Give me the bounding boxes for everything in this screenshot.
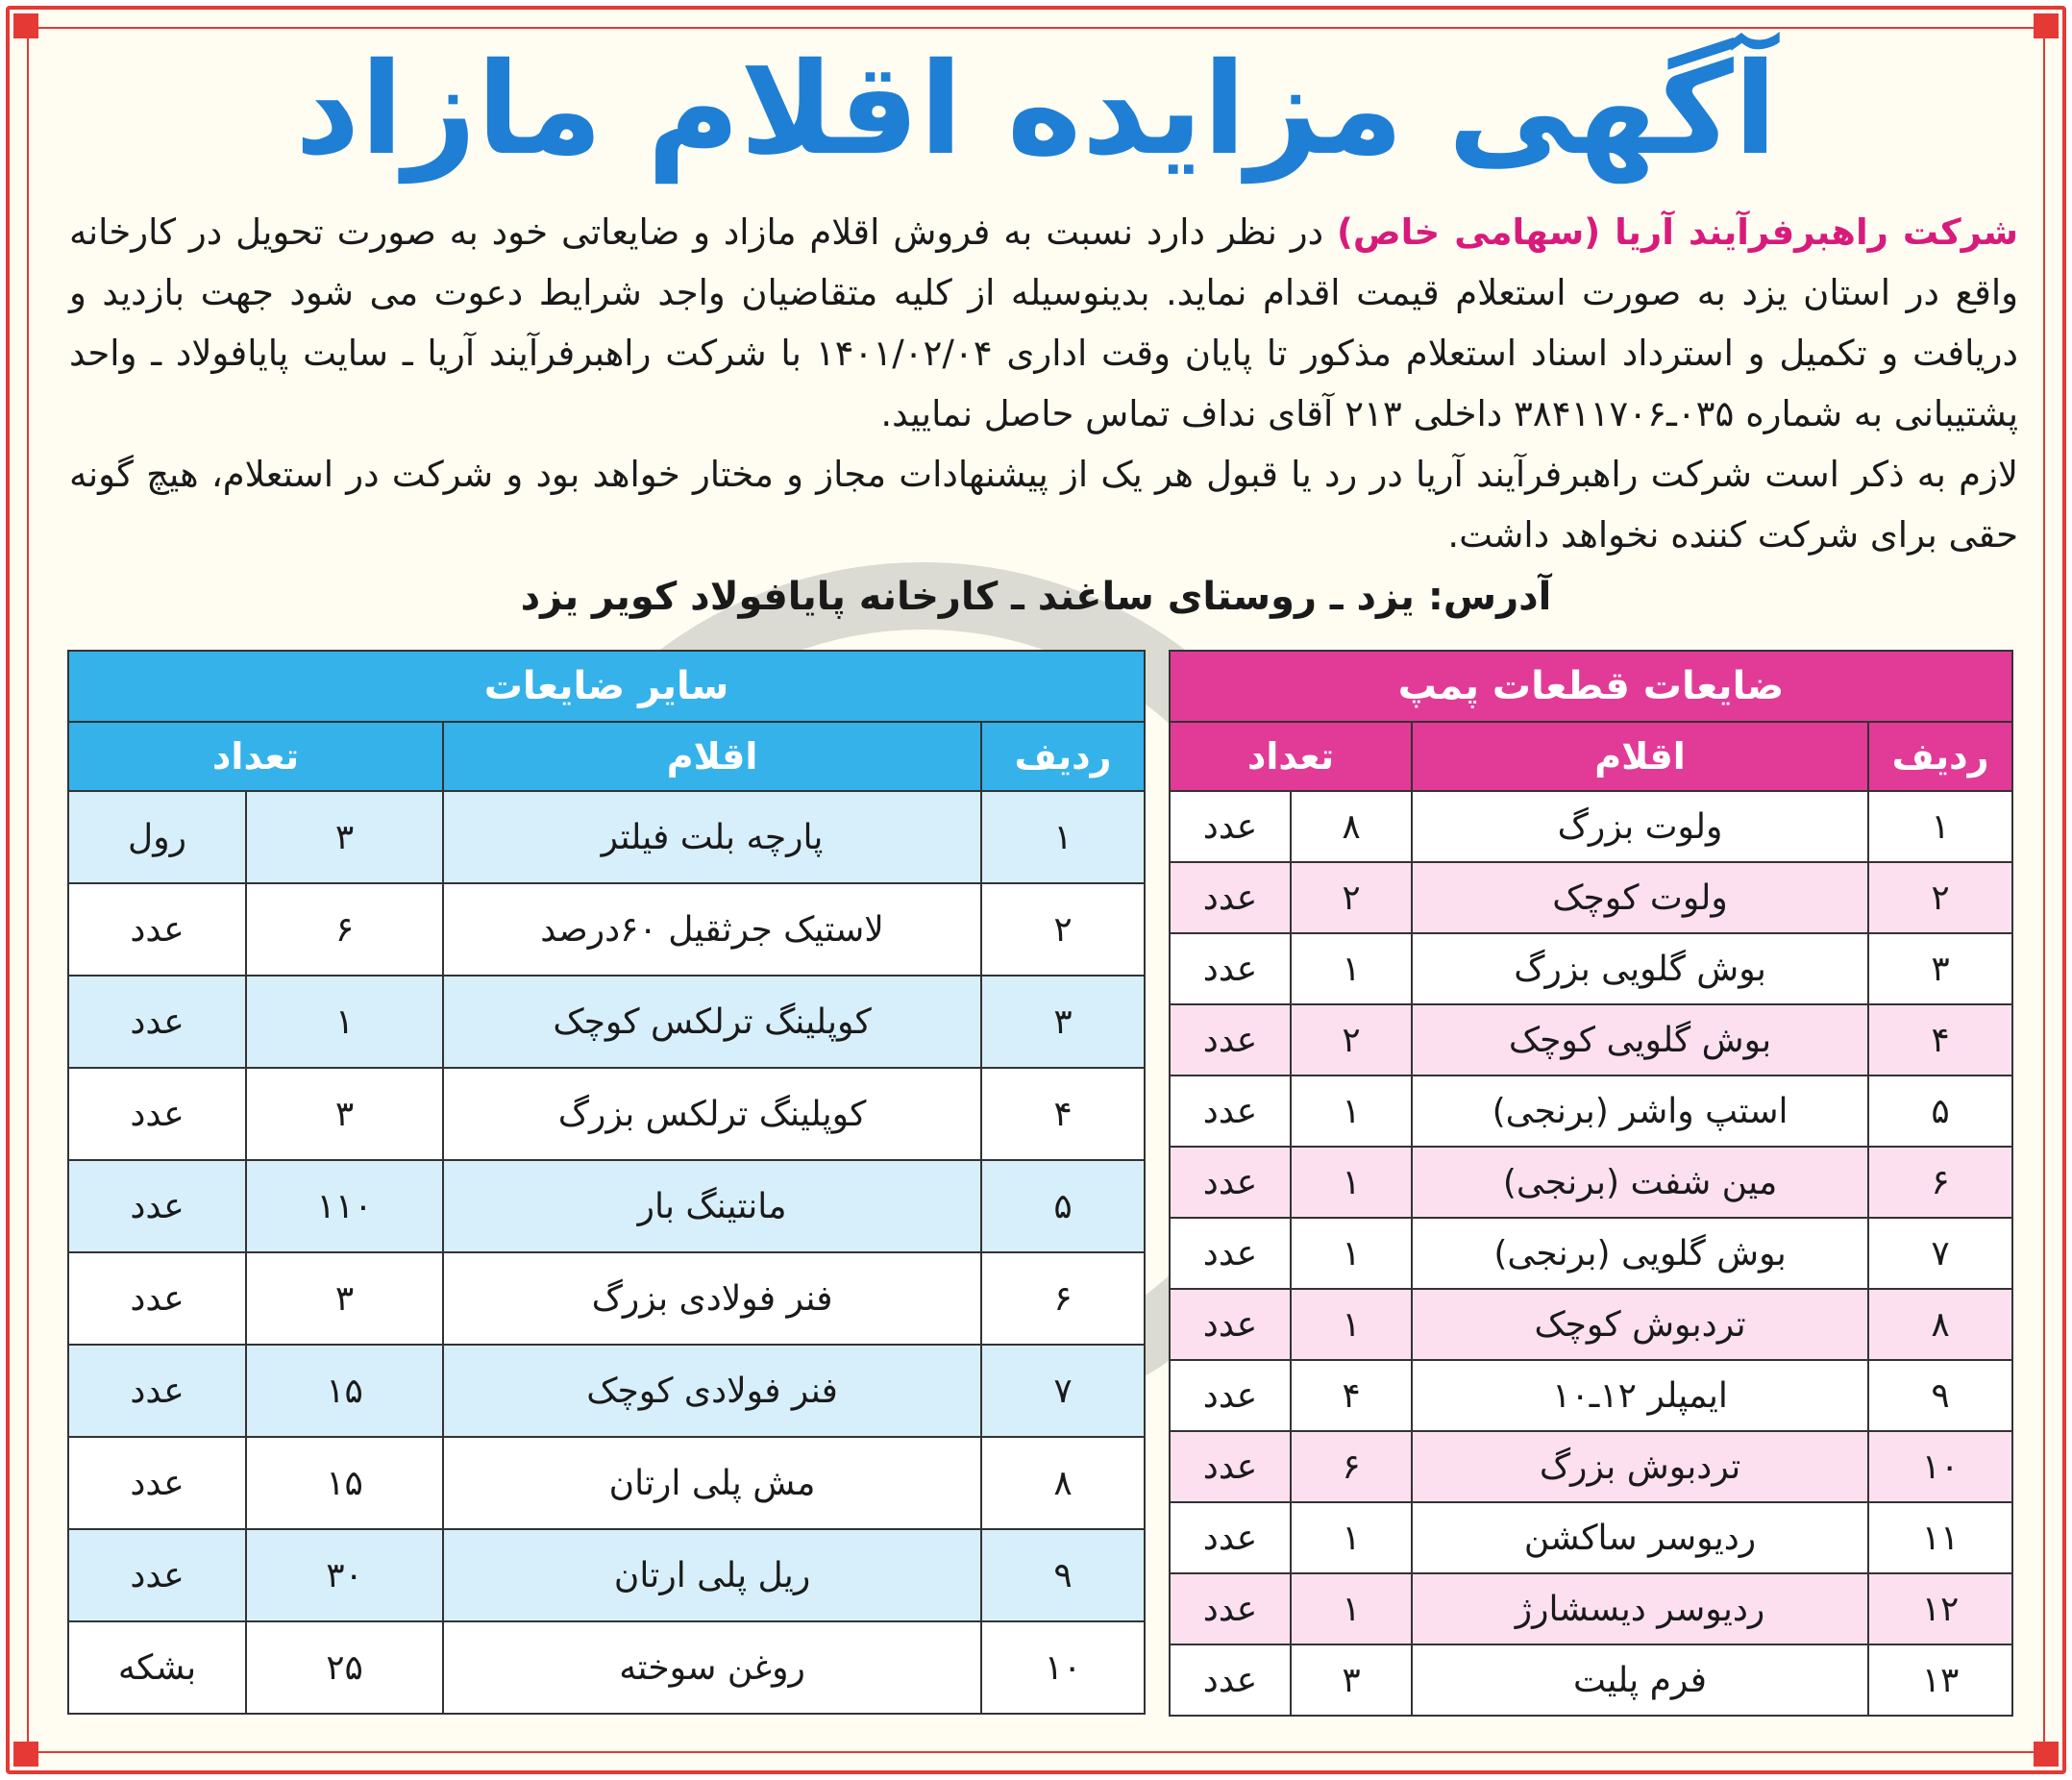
item-unit: عدد [68, 976, 246, 1068]
row-number: ۲ [1868, 862, 2012, 933]
item-name: ولوت کوچک [1412, 862, 1868, 933]
item-quantity: ۲ [1291, 862, 1412, 933]
table-row [1170, 1573, 2012, 1644]
item-name: روغن سوخته [443, 1621, 981, 1714]
item-quantity: ۳۰ [246, 1529, 443, 1621]
item-name: کوپلینگ ترلکس کوچک [443, 976, 981, 1068]
other-scrap-table [67, 650, 1146, 1715]
table-row [1170, 1644, 2012, 1716]
item-quantity: ۳ [246, 791, 443, 883]
item-quantity: ۱۵ [246, 1437, 443, 1529]
item-unit: عدد [1170, 1289, 1291, 1360]
row-number: ۱۳ [1868, 1644, 2012, 1716]
item-unit: عدد [68, 1068, 246, 1160]
row-number: ۴ [1868, 1004, 2012, 1075]
company-name: شرکت راهبرفرآیند آریا (سهامی خاص) [1336, 211, 2018, 253]
item-name: ولوت بزرگ [1412, 791, 1868, 862]
item-name: بوش گلویی کوچک [1412, 1004, 1868, 1075]
item-quantity: ۶ [1291, 1431, 1412, 1502]
row-number: ۱۲ [1868, 1573, 2012, 1644]
item-unit: عدد [68, 1529, 246, 1621]
intro-text: در نظر دارد نسبت به فروش اقلام مازاد و ضایعاتی خود به صورت تحویل در کارخانه واقع در استان یزد به صورت استعلام قیمت اقدام نماید. بدینوسیله از کلیه متقاضیان واجد شرایط دعوت می شود جهت بازدید و دریافت و تکمیل و استرداد اسناد استعلام مذکور تا پایان وقت اداری ۱۴۰۱/۰۲/۰۴ با شرکت راهبرفرآیند آریا ـ سایت پایافولاد ـ واحد پشتیبانی به شماره ۰۳۵ـ۳۸۴۱۱۷۰۶ داخلی ۲۱۳ آقای نداف تماس حاصل نمایید. [69, 211, 2018, 434]
item-unit: عدد [1170, 1218, 1291, 1289]
row-number: ۵ [1868, 1075, 2012, 1147]
column-header-qty: تعداد [68, 722, 443, 791]
row-number: ۴ [981, 1068, 1145, 1160]
item-unit: عدد [1170, 1360, 1291, 1431]
item-name: ردیوسر ساکشن [1412, 1502, 1868, 1573]
table-row [1170, 1289, 2012, 1360]
column-header-row: ردیف [1868, 722, 2012, 791]
table-row [1170, 791, 2012, 862]
address: آدرس: یزد ـ روستای ساغند ـ کارخانه پایافولاد کویر یزد [520, 575, 1552, 619]
row-number: ۸ [981, 1437, 1145, 1529]
item-quantity: ۱ [246, 976, 443, 1068]
item-name: مین شفت (برنجی) [1412, 1147, 1868, 1218]
item-unit: عدد [1170, 1004, 1291, 1075]
item-quantity: ۱ [1291, 1289, 1412, 1360]
table-row [68, 1437, 1145, 1529]
item-unit: عدد [1170, 1644, 1291, 1716]
table-row [1170, 1431, 2012, 1502]
item-name: پارچه بلت فیلتر [443, 791, 981, 883]
table-row [68, 1621, 1145, 1714]
item-unit: عدد [1170, 791, 1291, 862]
item-name: مش پلی ارتان [443, 1437, 981, 1529]
row-number: ۹ [981, 1529, 1145, 1621]
item-quantity: ۳ [246, 1068, 443, 1160]
item-unit: عدد [1170, 933, 1291, 1004]
item-quantity: ۳ [246, 1252, 443, 1345]
item-quantity: ۶ [246, 883, 443, 976]
corner-ornament [2034, 1742, 2059, 1767]
table-row [1170, 1075, 2012, 1147]
column-header-item: اقلام [1412, 722, 1868, 791]
item-name: ریل پلی ارتان [443, 1529, 981, 1621]
row-number: ۳ [1868, 933, 2012, 1004]
table-row [1170, 1004, 2012, 1075]
column-header-row: ردیف [981, 722, 1145, 791]
table-row [1170, 933, 2012, 1004]
row-number: ۹ [1868, 1360, 2012, 1431]
item-quantity: ۱ [1291, 1075, 1412, 1147]
row-number: ۶ [981, 1252, 1145, 1345]
item-quantity: ۱ [1291, 1218, 1412, 1289]
table-row [68, 1252, 1145, 1345]
item-unit: رول [68, 791, 246, 883]
table-row [1170, 1502, 2012, 1573]
disclaimer-text: لازم به ذکر است شرکت راهبرفرآیند آریا در رد یا قبول هر یک از پیشنهادات مجاز و مختار خواهد بود و شرکت در استعلام، هیچ گونه حقی برای شرکت کننده نخواهد داشت. [69, 454, 2018, 556]
row-number: ۱۰ [1868, 1431, 2012, 1502]
item-unit: عدد [1170, 1147, 1291, 1218]
column-header-qty: تعداد [1170, 722, 1412, 791]
item-unit: عدد [68, 1252, 246, 1345]
row-number: ۷ [981, 1345, 1145, 1437]
item-name: ردیوسر دیسشارژ [1412, 1573, 1868, 1644]
item-name: فنر فولادی کوچک [443, 1345, 981, 1437]
row-number: ۷ [1868, 1218, 2012, 1289]
item-name: تردبوش بزرگ [1412, 1431, 1868, 1502]
item-name: فنر فولادی بزرگ [443, 1252, 981, 1345]
item-quantity: ۴ [1291, 1360, 1412, 1431]
item-quantity: ۳ [1291, 1644, 1412, 1716]
table-row [68, 976, 1145, 1068]
item-unit: عدد [1170, 1502, 1291, 1573]
item-unit: عدد [1170, 1075, 1291, 1147]
item-name: لاستیک جرثقیل ۶۰درصد [443, 883, 981, 976]
row-number: ۲ [981, 883, 1145, 976]
item-unit: عدد [1170, 1431, 1291, 1502]
row-number: ۶ [1868, 1147, 2012, 1218]
item-unit: عدد [1170, 1573, 1291, 1644]
item-name: بوش گلویی (برنجی) [1412, 1218, 1868, 1289]
item-unit: عدد [68, 1160, 246, 1252]
item-unit: عدد [68, 1437, 246, 1529]
item-quantity: ۲۵ [246, 1621, 443, 1714]
table-row [68, 1068, 1145, 1160]
item-quantity: ۸ [1291, 791, 1412, 862]
item-quantity: ۱۱۰ [246, 1160, 443, 1252]
item-unit: بشکه [68, 1621, 246, 1714]
item-quantity: ۱ [1291, 1502, 1412, 1573]
item-quantity: ۲ [1291, 1004, 1412, 1075]
column-header-item: اقلام [443, 722, 981, 791]
table-row [68, 1160, 1145, 1252]
item-name: مانتینگ بار [443, 1160, 981, 1252]
table-row [1170, 1218, 2012, 1289]
row-number: ۱۰ [981, 1621, 1145, 1714]
row-number: ۸ [1868, 1289, 2012, 1360]
page-title: آگهی مزایده اقلام مازاد [294, 36, 1778, 184]
row-number: ۱۱ [1868, 1502, 2012, 1573]
item-name: تردبوش کوچک [1412, 1289, 1868, 1360]
item-name: فرم پلیت [1412, 1644, 1868, 1716]
item-quantity: ۱ [1291, 933, 1412, 1004]
item-name: استپ واشر (برنجی) [1412, 1075, 1868, 1147]
pump-parts-table [1169, 650, 2013, 1717]
table-row [68, 1345, 1145, 1437]
item-quantity: ۱ [1291, 1147, 1412, 1218]
item-unit: عدد [1170, 862, 1291, 933]
row-number: ۳ [981, 976, 1145, 1068]
table-title: ضایعات قطعات پمپ [1170, 651, 2012, 722]
item-quantity: ۱۵ [246, 1345, 443, 1437]
table-row [68, 1529, 1145, 1621]
intro-paragraph [69, 202, 2018, 565]
row-number: ۱ [1868, 791, 2012, 862]
corner-ornament [13, 1742, 38, 1767]
row-number: ۱ [981, 791, 1145, 883]
item-unit: عدد [68, 1345, 246, 1437]
item-quantity: ۱ [1291, 1573, 1412, 1644]
item-name: ایمپلر ۱۲ـ۱۰ [1412, 1360, 1868, 1431]
table-row [68, 883, 1145, 976]
row-number: ۵ [981, 1160, 1145, 1252]
table-row [1170, 862, 2012, 933]
table-title: سایر ضایعات [68, 651, 1145, 722]
table-row [68, 791, 1145, 883]
table-row [1170, 1360, 2012, 1431]
item-unit: عدد [68, 883, 246, 976]
item-name: بوش گلویی بزرگ [1412, 933, 1868, 1004]
item-name: کوپلینگ ترلکس بزرگ [443, 1068, 981, 1160]
table-row [1170, 1147, 2012, 1218]
